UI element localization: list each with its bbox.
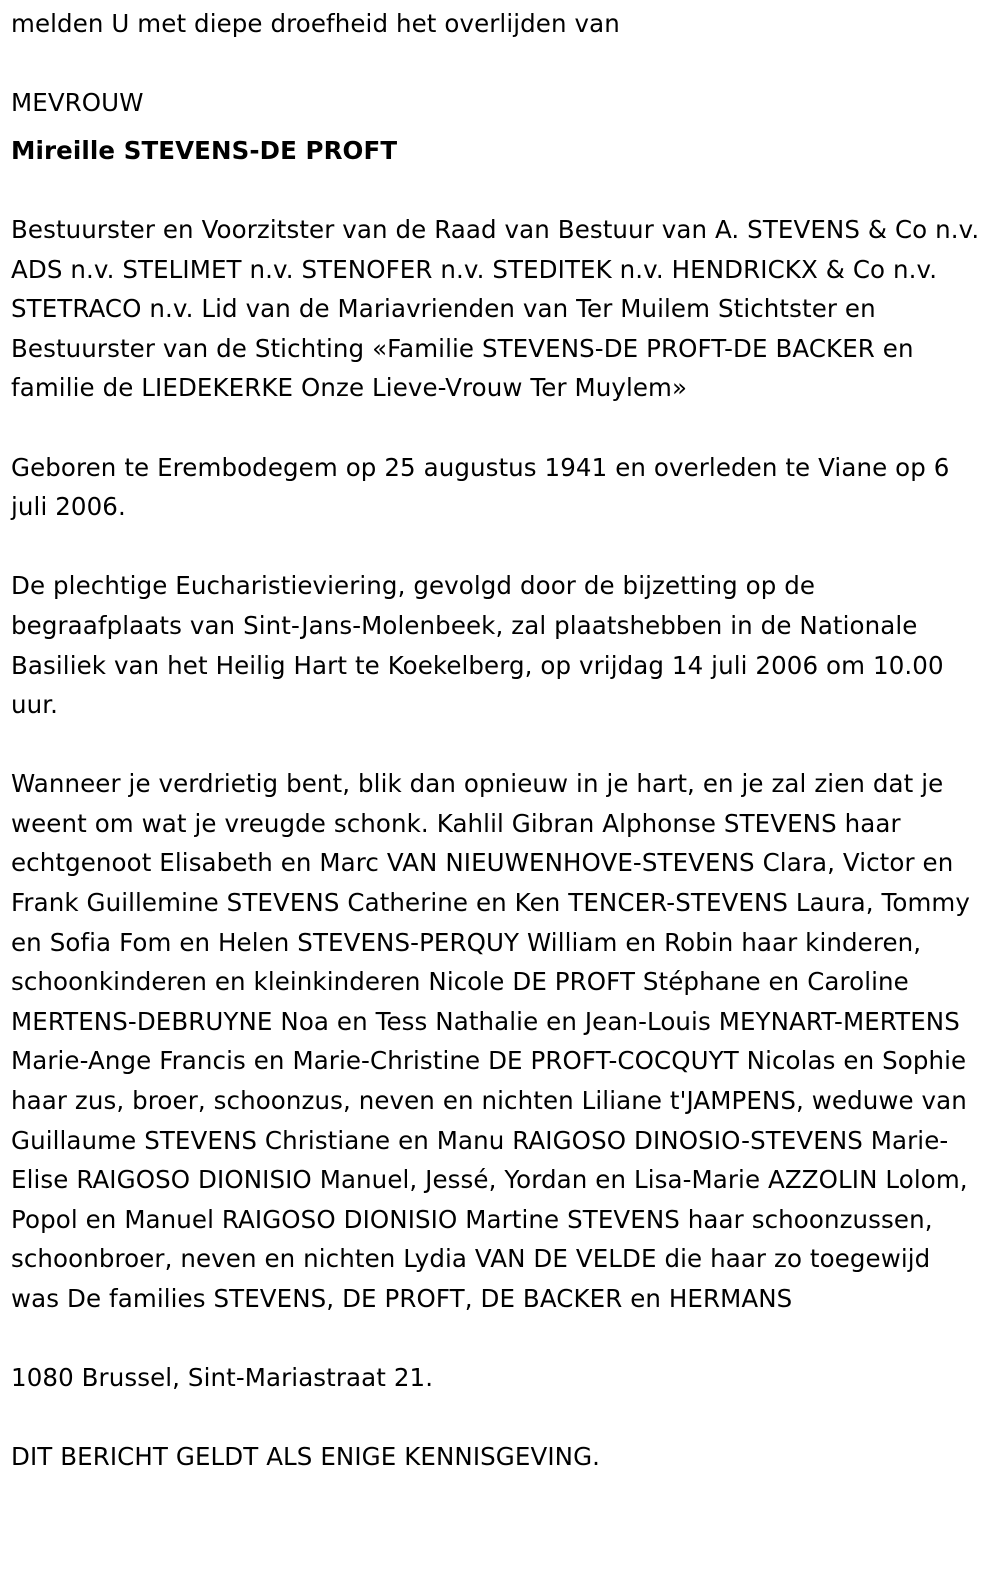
spacer [11, 170, 986, 210]
intro-text: melden U met diepe droefheid het overlijden van [11, 9, 620, 38]
birth-death-paragraph: Geboren te Erembodegem op 25 augustus 1941 en overleden te Viane op 6 juli 2006. [11, 452, 950, 522]
spacer [11, 527, 986, 567]
spacer [11, 1319, 986, 1359]
closing-text: DIT BERICHT GELDT ALS ENIGE KENNISGEVING. [11, 1442, 601, 1472]
deceased-name: Mireille STEVENS-DE PROFT [11, 135, 398, 165]
titles-paragraph: Bestuurster en Voorzitster van de Raad van Bestuur van A. STEVENS & Co n.v. ADS n.v. STELIMET n.v. STENOFER n.v. STEDITEK n.v. HENDRICKX & Co n.v. STETRACO n.v. Lid van de Mariavrienden van Ter Muilem Stichtster en Bestuurster van de Stichting «Familie STEVENS-DE PROFT-DE BACKER en familie de LIEDEKERKE Onze Lieve-Vrouw Ter Muylem» [11, 214, 980, 403]
address-text: 1080 Brussel, Sint-Mariastraat 21. [11, 1363, 434, 1393]
ceremony-paragraph: De plechtige Eucharistieviering, gevolgd door de bijzetting op de begraafplaats van Sint-Jans-Molenbeek, zal plaatshebben in de Nationale Basiliek van het Heilig Hart te Koekelberg, op vrijdag 14 juli 2006 om 10.00 uur. [11, 571, 944, 720]
salutation: MEVROUW [11, 88, 144, 118]
spacer [11, 44, 986, 84]
family-paragraph: Wanneer je verdrietig bent, blik dan opnieuw in je hart, en je zal zien dat je weent om wat je vreugde schonk. Kahlil Gibran Alphonse STEVENS haar echtgenoot Elisabeth en Marc VAN NIEUWENHOVE-STEVENS Clara, Victor en Frank Guillemine STEVENS Catherine en Ken TENCER-STEVENS Laura, Tommy en Sofia Fom en Helen STEVENS-PERQUY William en Robin haar kinderen, schoonkinderen en kleinkinderen Nicole DE PROFT Stéphane en Caroline MERTENS-DEBRUYNE Noa en Tess Nathalie en Jean-Louis MEYNART-MERTENS Marie-Ange Francis en Marie-Christine DE PROFT-COCQUYT Nicolas en Sophie haar zus, broer, schoonzus, neven en nichten Liliane t'JAMPENS, weduwe van Guillaume STEVENS Christiane en Manu RAIGOSO DINOSIO-STEVENS Marie-Elise RAIGOSO DIONISIO Manuel, Jessé, Yordan en Lisa-Marie AZZOLIN Lolom, Popol en Manuel RAIGOSO DIONISIO Martine STEVENS haar schoonzussen, schoonbroer, neven en nichten Lydia VAN DE VELDE die haar zo toegewijd was De families STEVENS, DE PROFT, DE BACKER en HERMANS [11, 769, 971, 1313]
spacer [11, 725, 986, 765]
obituary-notice [11, 0, 986, 1477]
spacer [11, 408, 986, 448]
spacer [11, 1398, 986, 1438]
